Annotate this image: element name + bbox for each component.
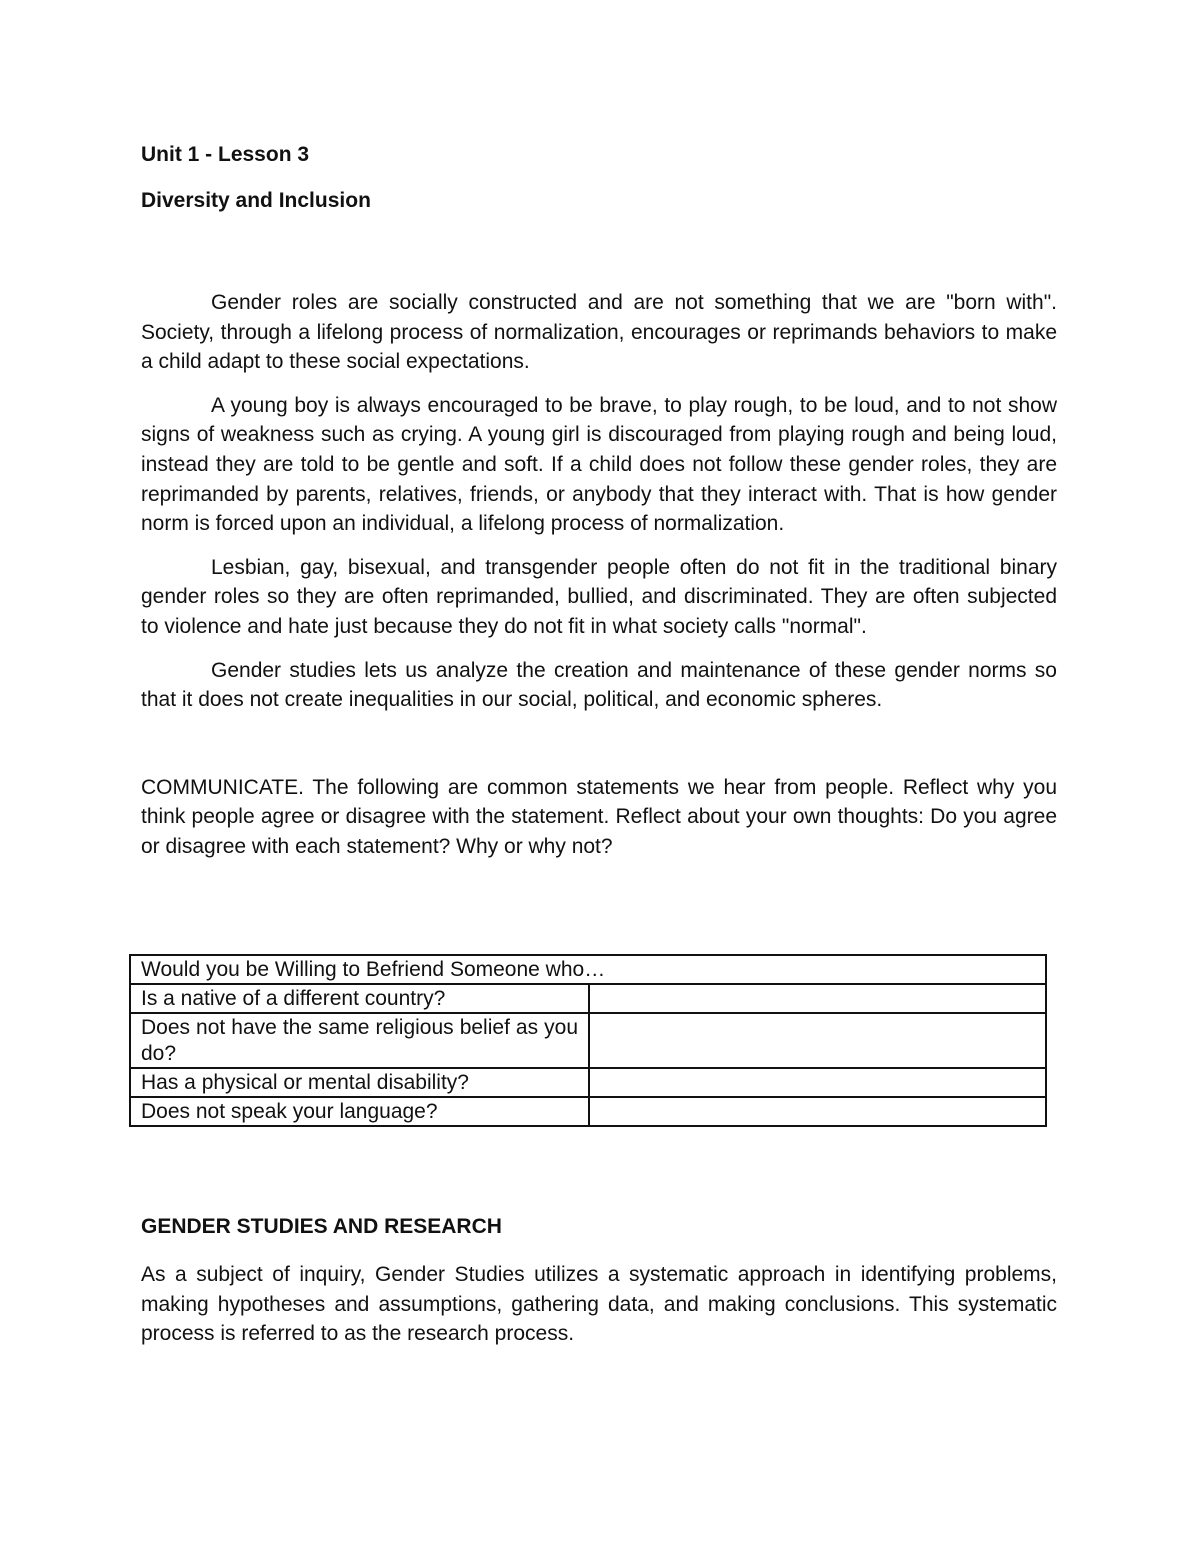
table-row: [130, 1068, 1046, 1097]
question-cell: Has a physical or mental disability?: [130, 1068, 589, 1097]
question-cell: Does not have the same religious belief as you do?: [130, 1013, 589, 1068]
topic-heading: Diversity and Inclusion: [141, 189, 371, 212]
table-row: [130, 1097, 1046, 1126]
document-page: [141, 140, 1057, 876]
answer-cell[interactable]: [589, 1097, 1046, 1126]
table-header-cell: Would you be Willing to Befriend Someone who…: [130, 955, 1046, 984]
table-row: [130, 1013, 1046, 1068]
question-cell: Is a native of a different country?: [130, 984, 589, 1013]
answer-cell[interactable]: [589, 1013, 1046, 1068]
research-heading: GENDER STUDIES AND RESEARCH: [141, 1215, 502, 1238]
table-row: [130, 984, 1046, 1013]
paragraph-gender-studies: Gender studies lets us analyze the creation and maintenance of these gender norms so that it does not create inequalities in our social, political, and economic spheres.: [141, 658, 1057, 712]
unit-heading: Unit 1 - Lesson 3: [141, 143, 310, 166]
table-header-row: [130, 955, 1046, 984]
answer-cell[interactable]: [589, 984, 1046, 1013]
befriend-table-container: [129, 954, 1047, 1127]
research-paragraph: As a subject of inquiry, Gender Studies utilizes a systematic approach in identifying problems, making hypotheses and assumptions, gathering data, and making conclusions. This systematic process is referred to as the research process.: [141, 1263, 1057, 1346]
paragraph-lgbt: Lesbian, gay, bisexual, and transgender people often do not fit in the traditional binary gender roles so they are often reprimanded, bullied, and discriminated. They are often subjected to violence and hate just because they do not fit in what society calls "normal".: [141, 555, 1057, 638]
paragraph-gender-roles: Gender roles are socially constructed and are not something that we are "born with". Society, through a lifelong process of normalization, encourages or reprimands behaviors to make a child adapt to these social expectations.: [141, 291, 1057, 374]
paragraph-young-boy-girl: A young boy is always encouraged to be brave, to play rough, to be loud, and to not show signs of weakness such as crying. A young girl is discouraged from playing rough and being loud, instead they are told to be gentle and soft. If a child does not follow these gender roles, they are reprimanded by parents, relatives, friends, or anybody that they interact with. That is how gender norm is forced upon an individual, a lifelong process of normalization.: [141, 393, 1057, 536]
answer-cell[interactable]: [589, 1068, 1046, 1097]
research-section: [141, 1212, 1057, 1363]
befriend-table: [129, 954, 1047, 1127]
question-cell: Does not speak your language?: [130, 1097, 589, 1126]
communicate-instructions: COMMUNICATE. The following are common statements we hear from people. Reflect why you think people agree or disagree with the statement. Reflect about your own thoughts: Do you agree or disagree with each statement? Why or why not?: [141, 775, 1057, 858]
